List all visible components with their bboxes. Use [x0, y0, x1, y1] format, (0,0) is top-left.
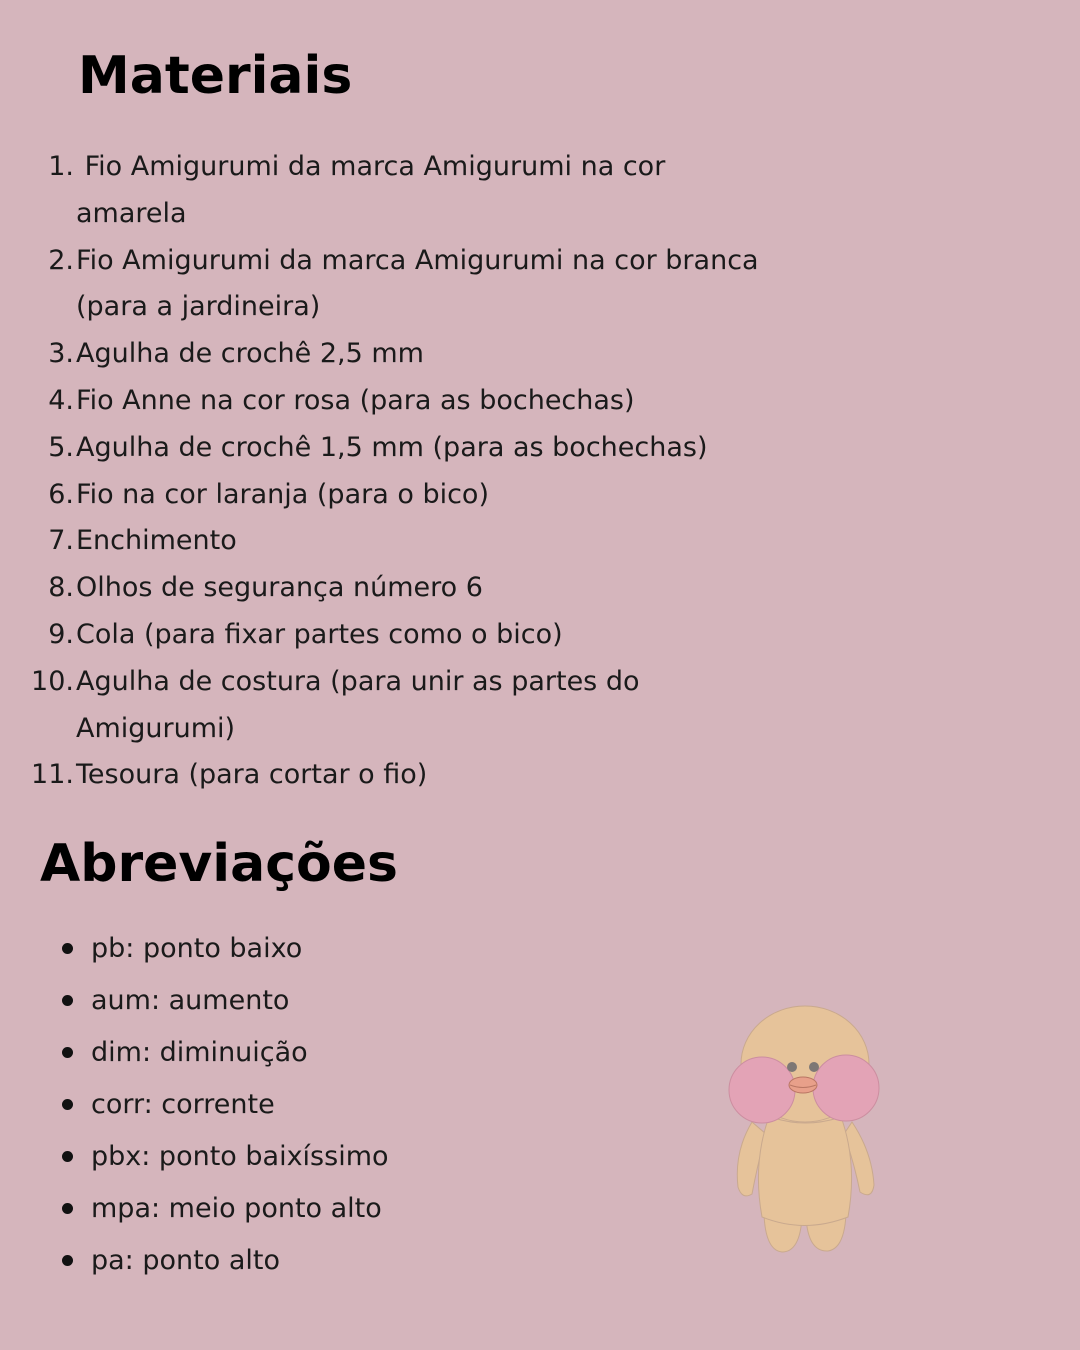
item-text: Agulha de crochê 1,5 mm (para as bochechas)	[76, 431, 708, 463]
item-text: Cola (para fixar partes como o bico)	[76, 618, 563, 650]
list-item	[0, 752, 760, 799]
item-text: pb: ponto baixo	[91, 932, 303, 964]
item-number: 8.	[48, 572, 74, 604]
item-text: Enchimento	[76, 525, 237, 557]
list-item	[0, 331, 760, 378]
bullet-icon	[62, 1203, 73, 1214]
list-item	[0, 472, 760, 519]
item-number: 3.	[48, 338, 74, 370]
bullet-icon	[62, 1151, 73, 1162]
item-number: 4.	[48, 384, 74, 416]
item-number: 10.	[31, 665, 74, 697]
list-item	[0, 922, 389, 974]
list-item	[0, 378, 760, 425]
list-item	[0, 425, 760, 472]
materials-list	[0, 144, 760, 799]
list-item	[0, 565, 760, 612]
list-item	[0, 144, 760, 238]
item-text: dim: diminuição	[91, 1036, 308, 1068]
item-text: Fio na cor laranja (para o bico)	[76, 478, 489, 510]
item-text: Agulha de crochê 2,5 mm	[76, 338, 424, 370]
item-text: Fio Amigurumi da marca Amigurumi na cor branca (para a jardineira)	[76, 244, 759, 323]
list-item	[0, 1026, 389, 1078]
item-text: aum: aumento	[91, 984, 290, 1016]
abbreviations-title: Abreviações	[40, 834, 398, 894]
item-text: mpa: meio ponto alto	[91, 1192, 382, 1224]
abbreviations-list	[0, 922, 389, 1286]
item-number: 2.	[48, 244, 74, 276]
item-number: 9.	[48, 618, 74, 650]
bullet-icon	[62, 1099, 73, 1110]
item-text: Tesoura (para cortar o fio)	[76, 759, 428, 791]
list-item	[0, 1130, 389, 1182]
item-text: corr: corrente	[91, 1088, 275, 1120]
bullet-icon	[62, 943, 73, 954]
list-item	[0, 1234, 389, 1286]
list-item	[0, 1182, 389, 1234]
duck-amigurumi-icon	[722, 1002, 887, 1260]
list-item	[0, 974, 389, 1026]
bullet-icon	[62, 995, 73, 1006]
list-item	[0, 612, 760, 659]
item-number: 11.	[31, 759, 74, 791]
item-text: Fio Amigurumi da marca Amigurumi na cor amarela	[76, 151, 666, 229]
item-text: Fio Anne na cor rosa (para as bochechas)	[76, 384, 635, 416]
list-item	[0, 659, 760, 753]
item-number: 7.	[48, 525, 74, 557]
item-text: Olhos de segurança número 6	[76, 572, 483, 604]
materials-title: Materiais	[78, 46, 353, 106]
item-text: pa: ponto alto	[91, 1244, 280, 1276]
item-text: pbx: ponto baixíssimo	[91, 1140, 389, 1172]
item-text: Agulha de costura (para unir as partes do Amigurumi)	[76, 665, 640, 744]
item-number: 5.	[48, 431, 74, 463]
list-item	[0, 1078, 389, 1130]
list-item	[0, 238, 760, 332]
item-number: 1.	[48, 151, 74, 182]
bullet-icon	[62, 1255, 73, 1266]
item-number: 6.	[48, 478, 74, 510]
list-item	[0, 518, 760, 565]
bullet-icon	[62, 1047, 73, 1058]
